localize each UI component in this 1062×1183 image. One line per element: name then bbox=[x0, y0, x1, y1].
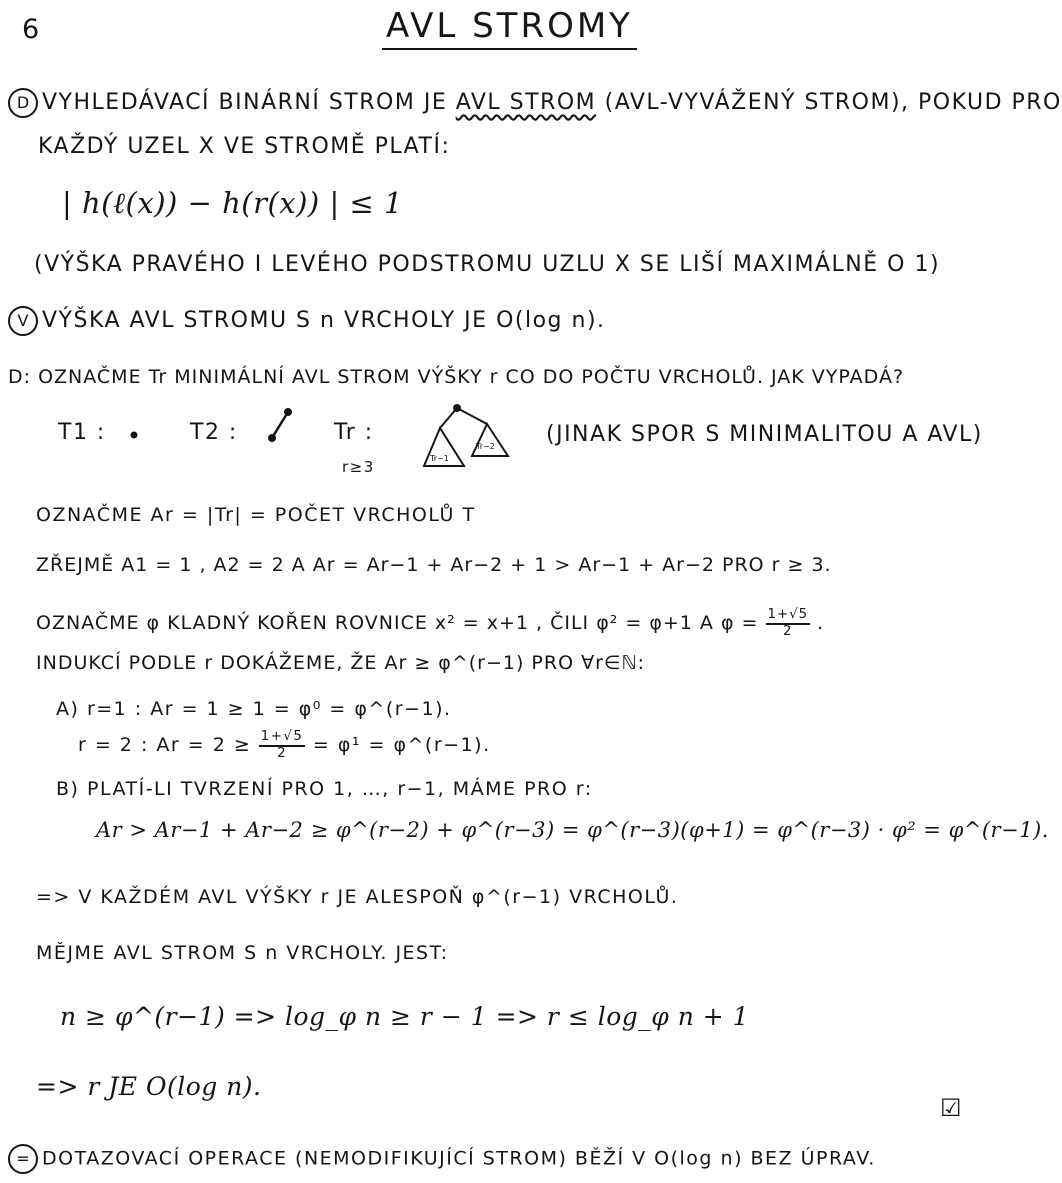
definition-line-1: D VYHLEDÁVACÍ BINÁRNÍ STROM JE AVL STROM (AVL-VYVÁŽENÝ STROM), POKUD PRO bbox=[8, 88, 1062, 118]
theorem-line: V VÝŠKA AVL STROMU S n VRCHOLY JE O(log n). bbox=[8, 306, 606, 336]
base-phi-fraction: $\frac{1+√5}{2}$ bbox=[260, 729, 304, 761]
definition-line-2: KAŽDÝ UZEL X VE STROMĚ PLATÍ: bbox=[38, 134, 451, 159]
page-title: AVL STROMY bbox=[382, 6, 637, 50]
t2-diagram bbox=[262, 404, 302, 450]
conclusion-line: => r JE O(log n). bbox=[36, 1072, 262, 1101]
proof-intro: D: OZNAČME Tr MINIMÁLNÍ AVL STROM VÝŠKY r CO DO POČTU VRCHOLŮ. JAK VYPADÁ? bbox=[8, 366, 905, 388]
proof-line-b: ZŘEJMĚ A1 = 1 , A2 = 2 A Ar = Ar−1 + Ar−2 + 1 > Ar−1 + Ar−2 PRO r ≥ 3. bbox=[36, 554, 832, 576]
tr-label: Tr : bbox=[334, 420, 374, 445]
t2-child bbox=[268, 434, 276, 442]
t1-diagram bbox=[126, 420, 146, 450]
proof-line-a: OZNAČME Ar = |Tr| = POČET VRCHOLŮ T bbox=[36, 504, 476, 526]
qed-icon: ☑ bbox=[940, 1094, 964, 1122]
induction-step-formula: Ar > Ar−1 + Ar−2 ≥ φ^(r−2) + φ^(r−3) = φ^(r−3)(φ+1) = φ^(r−3) · φ² = φ^(r−1). bbox=[96, 818, 1049, 842]
t2-label: T2 : bbox=[190, 420, 238, 445]
proof-line-d: INDUKCÍ PODLE r DOKÁŽEME, ŽE Ar ≥ φ^(r−1) PRO ∀r∈ℕ: bbox=[36, 652, 646, 674]
remark-line: = DOTAZOVACÍ OPERACE (NEMODIFIKUJÍCÍ STROM) BĚŽÍ V O(log n) BEZ ÚPRAV. bbox=[8, 1144, 876, 1174]
base-case-2: r = 2 : Ar = 2 ≥ $\frac{1+√5}{2}$ = φ¹ = φ^(r−1). bbox=[78, 729, 491, 761]
avl-term: AVL STROM bbox=[455, 90, 597, 115]
proof-line-c: OZNAČME φ KLADNÝ KOŘEN ROVNICE x² = x+1 , ČILI φ² = φ+1 A φ = $\frac{1+√5}{2}$ . bbox=[36, 607, 825, 639]
inequality-chain: n ≥ φ^(r−1) => log_φ n ≥ r − 1 => r ≤ log_φ n + 1 bbox=[60, 1002, 750, 1031]
right-subtree-triangle bbox=[472, 424, 508, 456]
phi-fraction: $\frac{1+√5}{2}$ bbox=[767, 607, 809, 639]
t1-label: T1 : bbox=[58, 420, 106, 445]
right-subtree-label: Tr−2 bbox=[476, 442, 495, 451]
tree-note: (JINAK SPOR S MINIMALITOU A AVL) bbox=[546, 422, 983, 447]
tr-condition: r≥3 bbox=[342, 458, 375, 476]
remark-marker: = bbox=[8, 1144, 38, 1174]
theorem-marker: V bbox=[8, 306, 38, 336]
let-line: MĚJME AVL STROM S n VRCHOLY. JEST: bbox=[36, 942, 449, 964]
definition-note: (VÝŠKA PRAVÉHO I LEVÉHO PODSTROMU UZLU X SE LIŠÍ MAXIMÁLNĚ O 1) bbox=[34, 252, 941, 277]
balance-formula: | h(ℓ(x)) − h(r(x)) | ≤ 1 bbox=[62, 186, 403, 220]
page-number: 6 bbox=[22, 14, 41, 45]
t1-node bbox=[131, 432, 138, 439]
implication-line: => V KAŽDÉM AVL VÝŠKY r JE ALESPOŇ φ^(r−1) VRCHOLŮ. bbox=[36, 886, 679, 908]
definition-marker: D bbox=[8, 88, 38, 118]
induction-step-intro: B) PLATÍ-LI TVRZENÍ PRO 1, …, r−1, MÁME PRO r: bbox=[56, 778, 593, 800]
base-case-1: A) r=1 : Ar = 1 ≥ 1 = φ⁰ = φ^(r−1). bbox=[56, 698, 452, 720]
left-subtree-label: Tr−1 bbox=[430, 454, 449, 463]
